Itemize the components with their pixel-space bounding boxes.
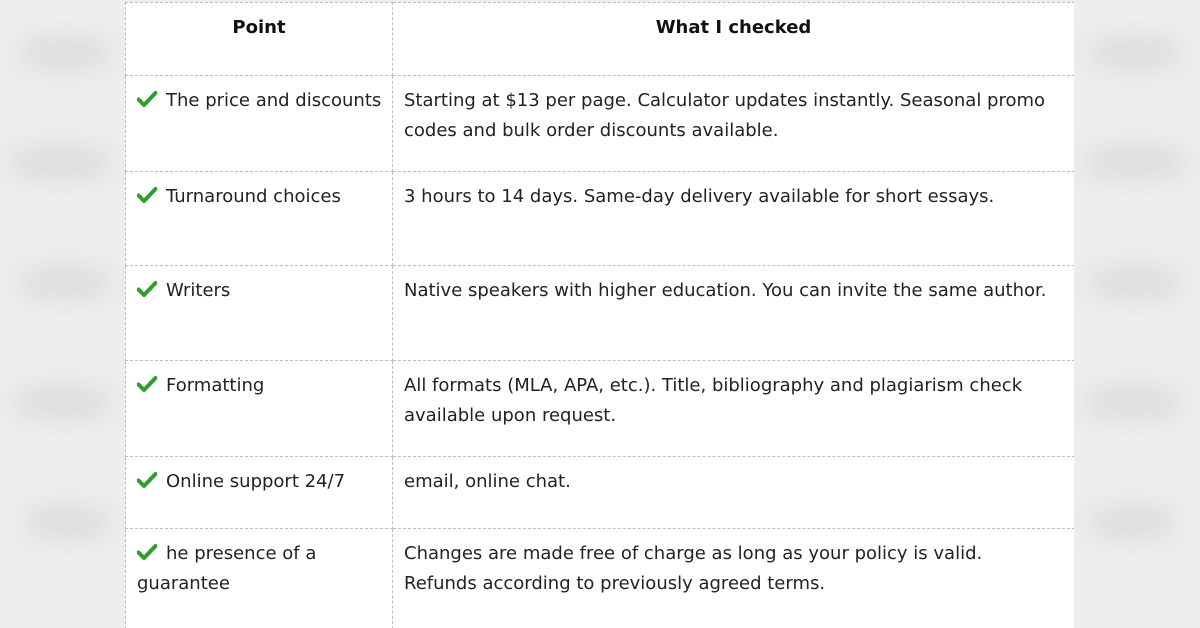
detail-cell: Native speakers with higher education. You can invite the same author. (393, 266, 1075, 361)
comparison-table (125, 2, 1074, 628)
point-label: Writers (166, 280, 231, 301)
table-row (126, 266, 1075, 361)
point-label: he presence of a guarantee (137, 543, 317, 594)
point-label: Formatting (166, 375, 265, 396)
detail-cell: email, online chat. (393, 457, 1075, 529)
point-cell (126, 457, 393, 529)
point-label: The price and discounts (166, 90, 382, 111)
point-cell (126, 266, 393, 361)
point-cell (126, 172, 393, 266)
point-cell (126, 76, 393, 172)
point-label: Turnaround choices (166, 186, 341, 207)
comparison-sheet (125, 2, 1074, 628)
check-mark-icon (137, 543, 157, 561)
check-mark-icon (137, 90, 157, 108)
table-row (126, 76, 1075, 172)
detail-cell: Changes are made free of charge as long as your policy is valid. Refunds according to previously agreed terms. (393, 529, 1075, 628)
check-mark-icon (137, 280, 157, 298)
detail-cell: Starting at $13 per page. Calculator updates instantly. Seasonal promo codes and bulk order discounts available. (393, 76, 1075, 172)
detail-cell: 3 hours to 14 days. Same-day delivery available for short essays. (393, 172, 1075, 266)
table-row (126, 529, 1075, 628)
point-cell (126, 361, 393, 457)
point-label: Online support 24/7 (166, 471, 346, 492)
header-what-i-checked: What I checked (393, 3, 1075, 76)
point-cell (126, 529, 393, 628)
check-mark-icon (137, 471, 157, 489)
detail-cell: All formats (MLA, APA, etc.). Title, bibliography and plagiarism check available upon request. (393, 361, 1075, 457)
table-header-row (126, 3, 1075, 76)
header-point: Point (126, 3, 393, 76)
table-row (126, 457, 1075, 529)
table-row (126, 172, 1075, 266)
check-mark-icon (137, 375, 157, 393)
table-row (126, 361, 1075, 457)
check-mark-icon (137, 186, 157, 204)
